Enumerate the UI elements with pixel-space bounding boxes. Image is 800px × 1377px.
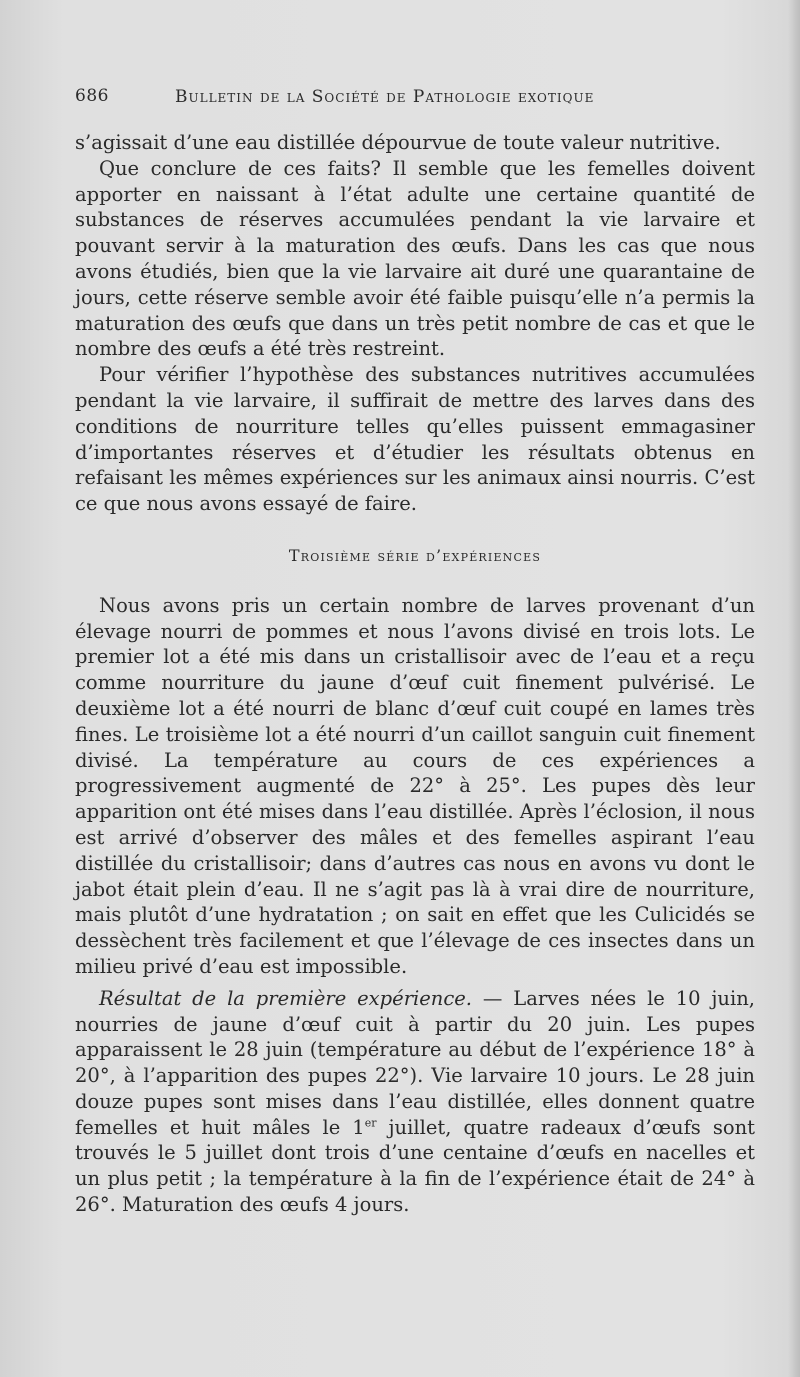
page-number: 686 [75, 86, 109, 106]
paragraph-2: Que conclure de ces faits? Il semble que les femelles doivent apporter en naissant à l’état adulte une certaine quantité de substances de réserves accumulées pendant la vie larvaire et pouvant servir à la maturation des œufs. Dans les cas que nous avons étudiés, bien que la vie larvaire ait duré une quarantaine de jours, cette réserve semble avoir été faible puisqu’elle n’a permis la maturation des œufs que dans un très petit nombre de cas et que le nombre des œufs a été très restreint. [75, 156, 755, 361]
paragraph-5 [75, 986, 755, 1218]
paragraph-4: Nous avons pris un certain nombre de larves provenant d’un élevage nourri de pommes et nous l’avons divisé en trois lots. Le premier lot a été mis dans un cristallisoir avec de l’eau et a reçu comme nourriture du jaune d’œuf cuit finement pulvérisé. Le deuxième lot a été nourri de blanc d’œuf cuit coupé en lames très fines. Le troisième lot a été nourri d’un caillot sanguin cuit finement divisé. La température au cours de ces expériences a progressivement augmenté de 22° à 25°. Les pupes dès leur apparition ont été mises dans l’eau distillée. Après l’éclosion, il nous est arrivé d’observer des mâles et des femelles aspirant l’eau distillée du cristallisoir; dans d’autres cas nous en avons vu dont le jabot était plein d’eau. Il ne s’agit pas là à vrai dire de nourriture, mais plutôt d’une hydratation ; on sait en effet que les Culicidés se dessèchent très facilement et que l’élevage de ces insectes dans un milieu privé d’eau est impossible. [75, 593, 755, 978]
running-title: Bulletin de la Société de Pathologie exotique [175, 87, 595, 107]
paragraph-1: s’agissait d’une eau distillée dépourvue de toute valeur nutritive. [75, 131, 721, 154]
ordinal-superscript: er [364, 1116, 377, 1130]
page-edge-shadow [788, 0, 800, 1377]
paragraph-5-text-b: juillet, quatre radeaux d’œufs sont trouvés le 5 juillet dont trois d’une centaine d’œufs en nacelles et un plus petit ; la température à la fin de l’expérience était de 24° à 26°. Maturation des œufs 4 jours. [75, 1115, 755, 1217]
body-text [75, 130, 755, 1218]
section-heading: Troisième série d’expériences [288, 545, 542, 565]
page-header [75, 86, 755, 116]
result-title: Résultat de la première expérience. [99, 986, 473, 1010]
paragraph-5-text-a: — Larves nées le 10 juin, nourries de jaune d’œuf cuit à partir du 20 juin. Les pupes apparaissent le 28 juin (température au début de l’expérience 18° à 20°, à l’apparition des pupes 22°). Vie larvaire 10 jours. Le 28 juin douze pupes sont mises dans l’eau distillée, elles donnent quatre femelles et huit mâles le 1 [75, 986, 755, 1139]
paragraph-3: Pour vérifier l’hypothèse des substances nutritives accumulées pendant la vie larvaire, il suffirait de mettre des larves dans des conditions de nourriture telles qu’elles puissent emmagasiner d’importantes réserves et d’étudier les résultats obtenus en refaisant les mêmes expériences sur les animaux ainsi nourris. C’est ce que nous avons essayé de faire. [75, 363, 755, 516]
